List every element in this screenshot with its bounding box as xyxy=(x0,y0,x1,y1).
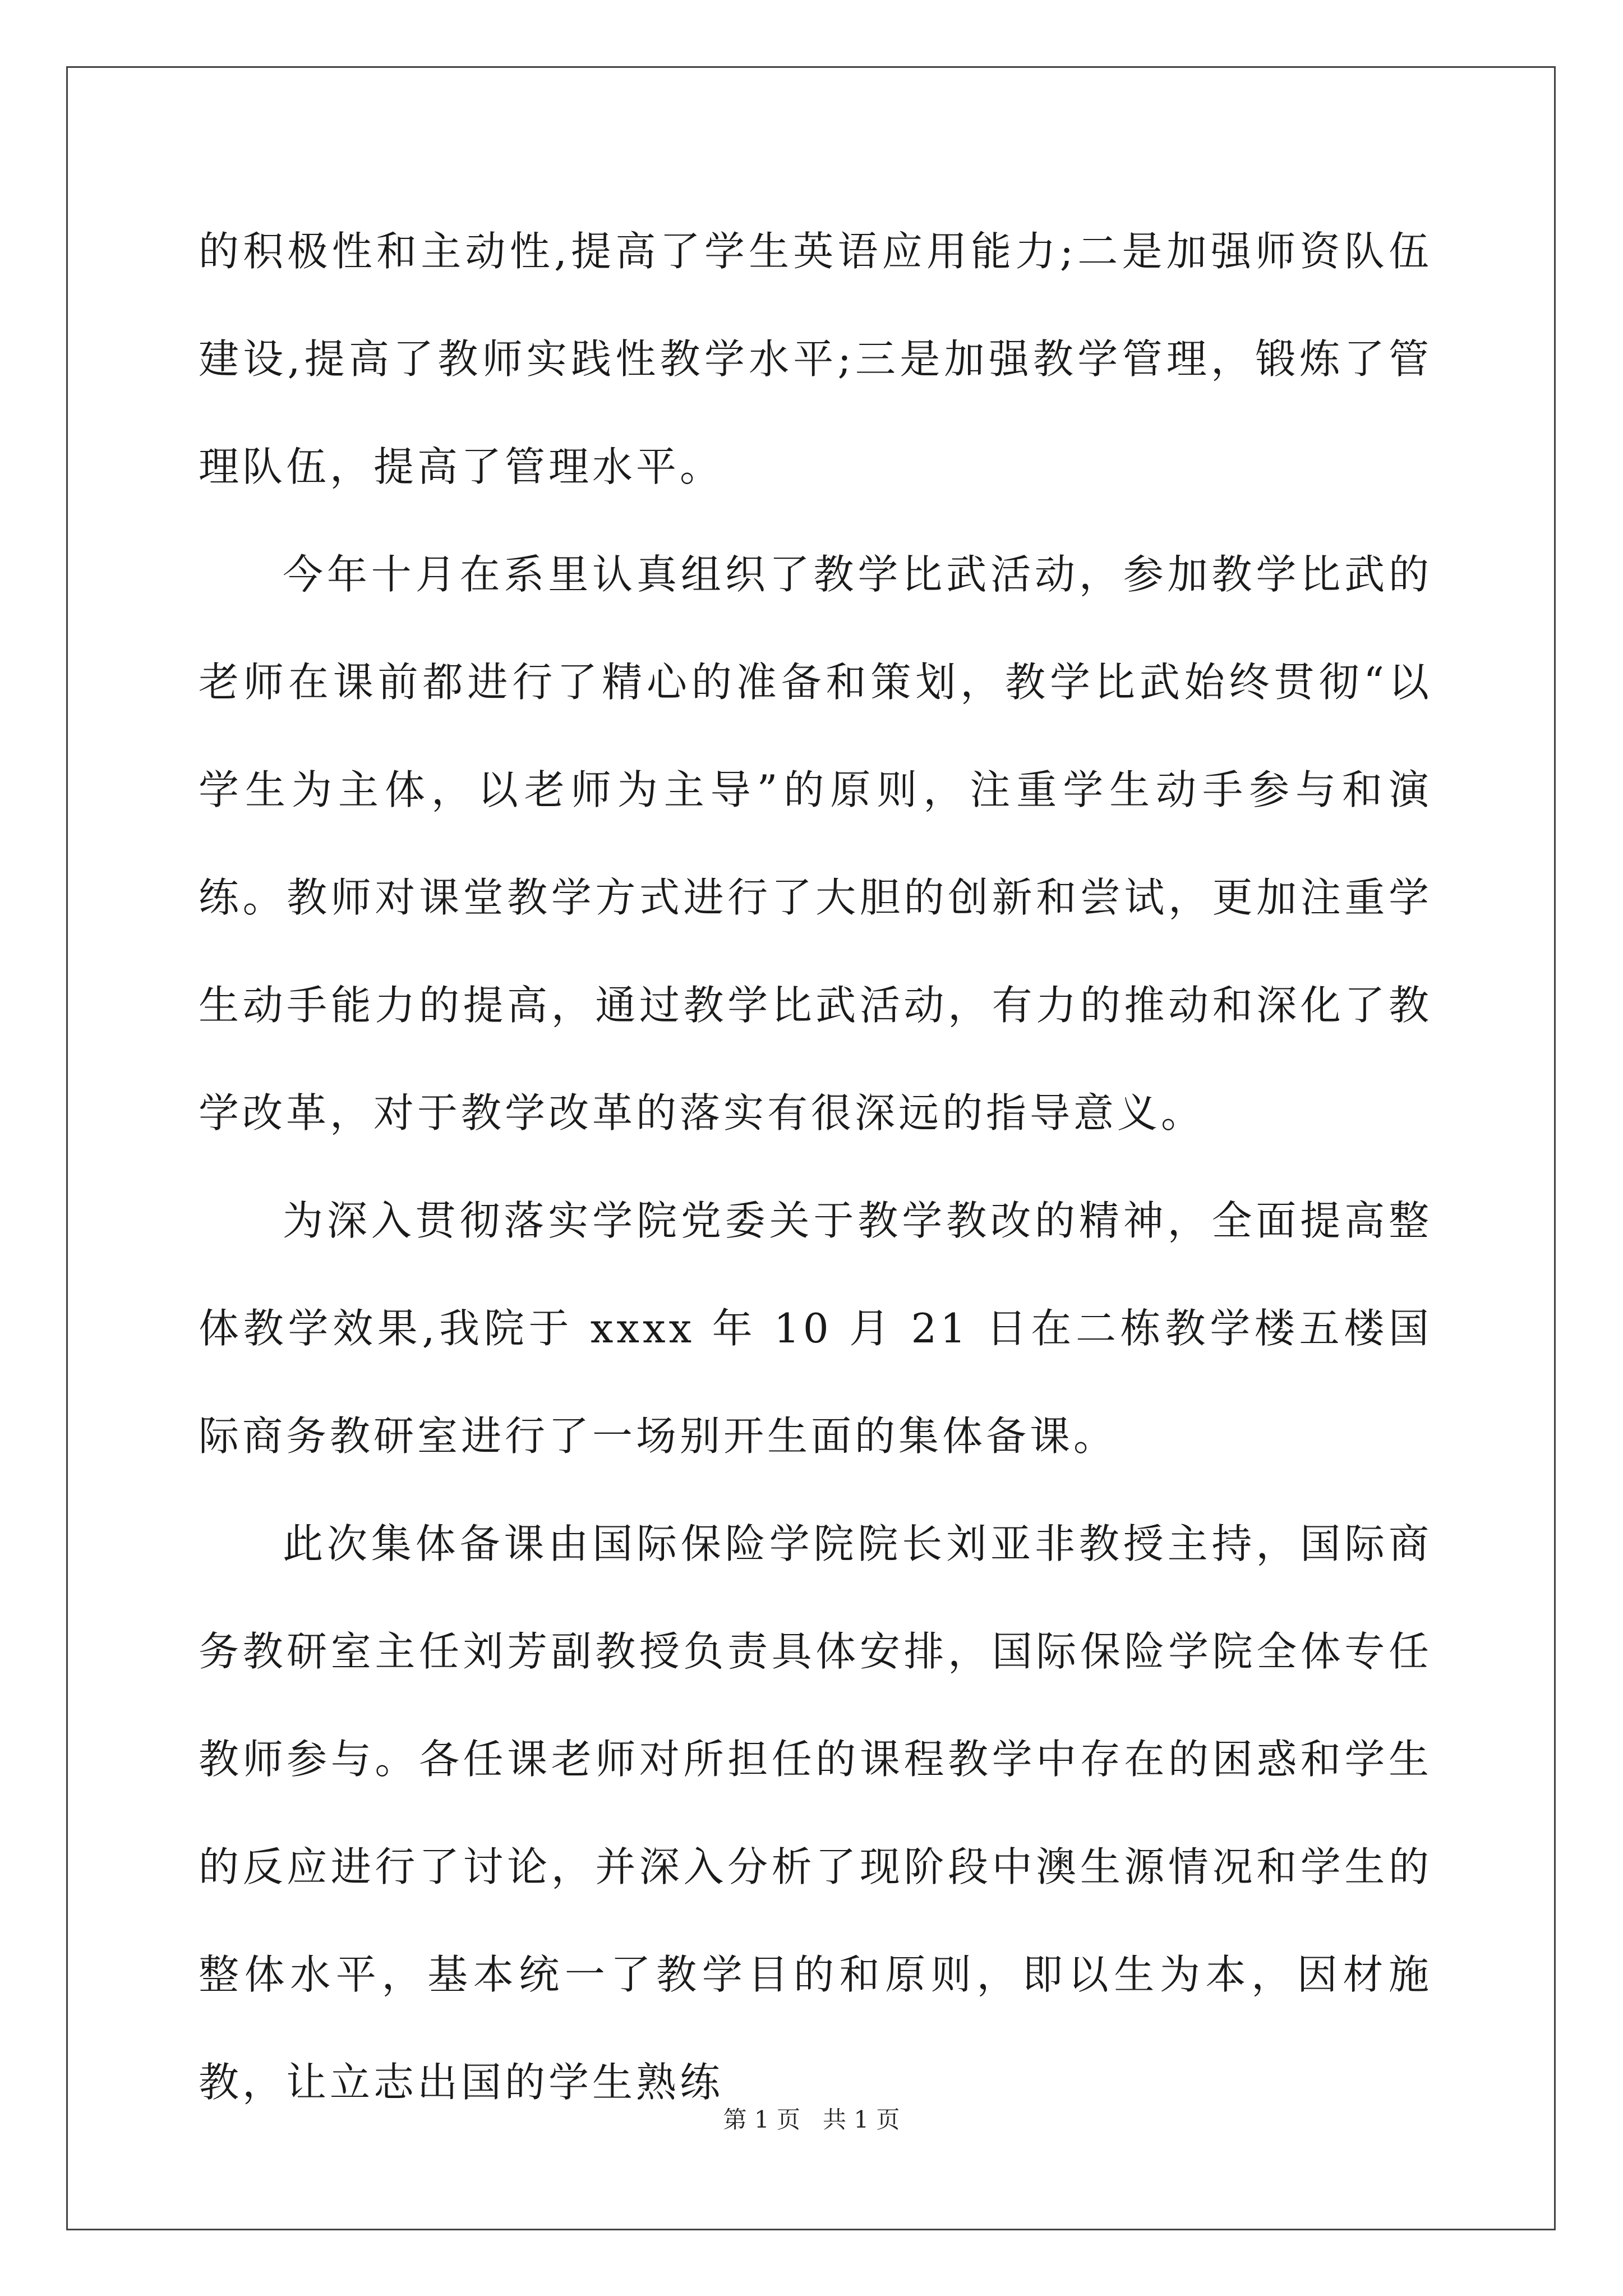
paragraph-3: 为深入贯彻落实学院党委关于教学教改的精神，全面提高整体教学效果,我院于 xxxx 年 10 月 21 日在二栋教学楼五楼国际商务教研室进行了一场别开生面的集体备课。 xyxy=(199,1197,1432,1460)
page-footer xyxy=(0,2101,1623,2135)
paragraph-2: 今年十月在系里认真组织了教学比武活动，参加教学比武的老师在课前都进行了精心的准备和策划，教学比武始终贯彻“以学生为主体，以老师为主导”的原则，注重学生动手参与和演练。教师对课堂教学方式进行了大胆的创新和尝试，更加注重学生动手能力的提高，通过教学比武活动，有力的推动和深化了教学改革，对于教学改革的落实有很深远的指导意义。 xyxy=(199,551,1432,1137)
document-body xyxy=(199,197,1432,2136)
paragraph-1: 的积极性和主动性,提高了学生英语应用能力;二是加强师资队伍建设,提高了教师实践性教学水平;三是加强教学管理，锻炼了管理队伍，提高了管理水平。 xyxy=(199,228,1432,490)
page-number: 第 1 页 xyxy=(723,2106,800,2133)
paragraph-4: 此次集体备课由国际保险学院院长刘亚非教授主持，国际商务教研室主任刘芳副教授负责具体安排，国际保险学院全体专任教师参与。各任课老师对所担任的课程教学中存在的困惑和学生的反应进行了讨论，并深入分析了现阶段中澳生源情况和学生的整体水平，基本统一了教学目的和原则，即以生为本，因材施教，让立志出国的学生熟练 xyxy=(199,1520,1432,2106)
page-total: 共 1 页 xyxy=(823,2106,900,2133)
